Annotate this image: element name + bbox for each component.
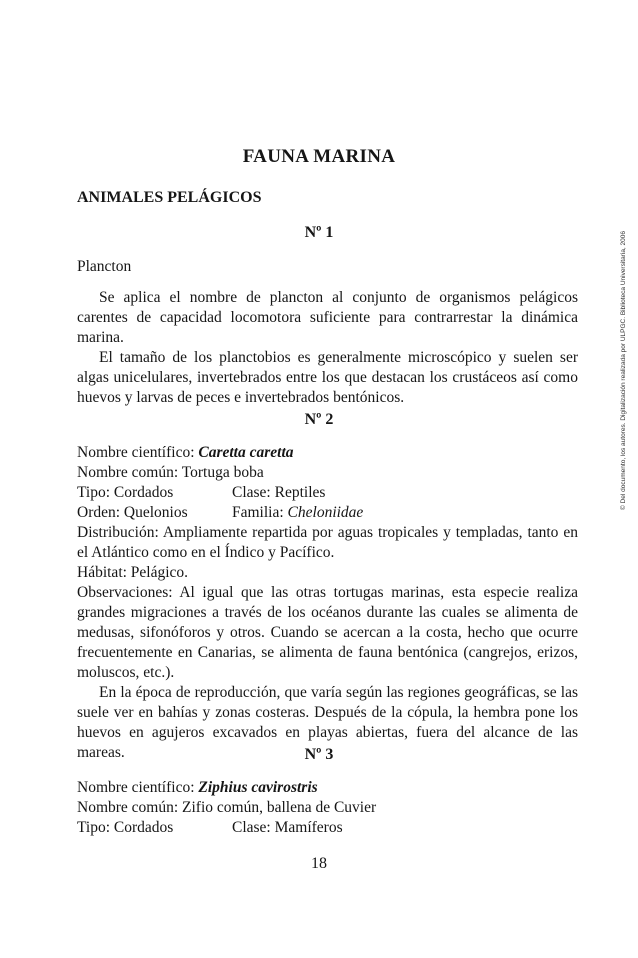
entry-2-body bbox=[77, 443, 578, 763]
digitization-credit: © Del documento, los autores. Digitalización realizada por ULPGC. Biblioteca Universitaria, 2006 bbox=[620, 230, 627, 510]
entry-3-scientific-label: Nombre científico: bbox=[77, 779, 195, 796]
entry-2-familia: Cheloniidae bbox=[287, 504, 364, 521]
entry-3-body bbox=[77, 778, 578, 838]
entry-3-number: Nº 3 bbox=[304, 746, 334, 763]
entry-2-number: Nº 2 bbox=[304, 411, 334, 428]
entry-3-scientific-name-line bbox=[77, 778, 578, 798]
entry-1-paragraph-2: El tamaño de los planctobios es generalmente microscópico y suelen ser algas unicelulares, invertebrados entre los que destacan los crustáceos así como huevos y larvas de peces e invertebrados bentónicos. bbox=[77, 349, 578, 406]
entry-2-orden-familia-line bbox=[77, 503, 578, 523]
entry-1-topic-label: Plancton bbox=[77, 258, 132, 275]
page-number: 18 bbox=[311, 855, 327, 872]
entry-2-scientific-name-line bbox=[77, 443, 578, 463]
entry-3-clase: Clase: Mamíferos bbox=[232, 819, 343, 836]
entry-3-common-name: Nombre común: Zifio común, ballena de Cuvier bbox=[77, 799, 377, 816]
entry-3-tipo-clase-line bbox=[77, 818, 578, 838]
entry-2-tipo: Tipo: Cordados bbox=[77, 484, 174, 501]
section-heading: ANIMALES PELÁGICOS bbox=[77, 189, 262, 206]
entry-2-tipo-clase-line bbox=[77, 483, 578, 503]
entry-2-familia-label: Familia: bbox=[232, 504, 284, 521]
entry-3-tipo: Tipo: Cordados bbox=[77, 819, 174, 836]
entry-2-scientific-name: Caretta caretta bbox=[198, 444, 294, 461]
entry-1-paragraph-1: Se aplica el nombre de plancton al conjunto de organismos pelágicos carentes de capacidad locomotora suficiente para contrarrestar la dinámica marina. bbox=[77, 289, 578, 346]
entry-2-clase: Clase: Reptiles bbox=[232, 484, 326, 501]
entry-2-common-name: Nombre común: Tortuga boba bbox=[77, 464, 264, 481]
entry-3-scientific-name: Ziphius cavirostris bbox=[198, 779, 318, 796]
entry-2-habitat: Hábitat: Pelágico. bbox=[77, 564, 189, 581]
page-title: FAUNA MARINA bbox=[242, 146, 396, 167]
entry-1-topic bbox=[77, 257, 578, 277]
entry-2-distribucion: Distribución: Ampliamente repartida por aguas tropicales y templadas, tanto en el Atlántico como en el Índico y Pacífico. bbox=[77, 524, 578, 561]
entry-2-observaciones: Observaciones: Al igual que las otras tortugas marinas, esta especie realiza grandes migraciones a través de los océanos durante las cuales se alimenta de medusas, sifonóforos y otros. Cuando se acercan a la costa, hecho que ocurre frecuentemente en Canarias, se alimenta de fauna bentónica (cangrejos, erizos, moluscos, etc.). bbox=[77, 584, 578, 681]
entry-2-orden: Orden: Quelonios bbox=[77, 504, 188, 521]
entry-1-number: Nº 1 bbox=[304, 224, 334, 241]
entry-2-scientific-label: Nombre científico: bbox=[77, 444, 195, 461]
entry-1-body bbox=[77, 288, 578, 408]
entry-2-familia-group bbox=[232, 503, 363, 523]
entry-2-reproduccion: En la época de reproducción, que varía según las regiones geográficas, se las suele ver en bahías y zonas costeras. Después de la cópula, la hembra pone los huevos en agujeros excavados en playas abiertas, fuera del alcance de las mareas. bbox=[77, 684, 578, 761]
